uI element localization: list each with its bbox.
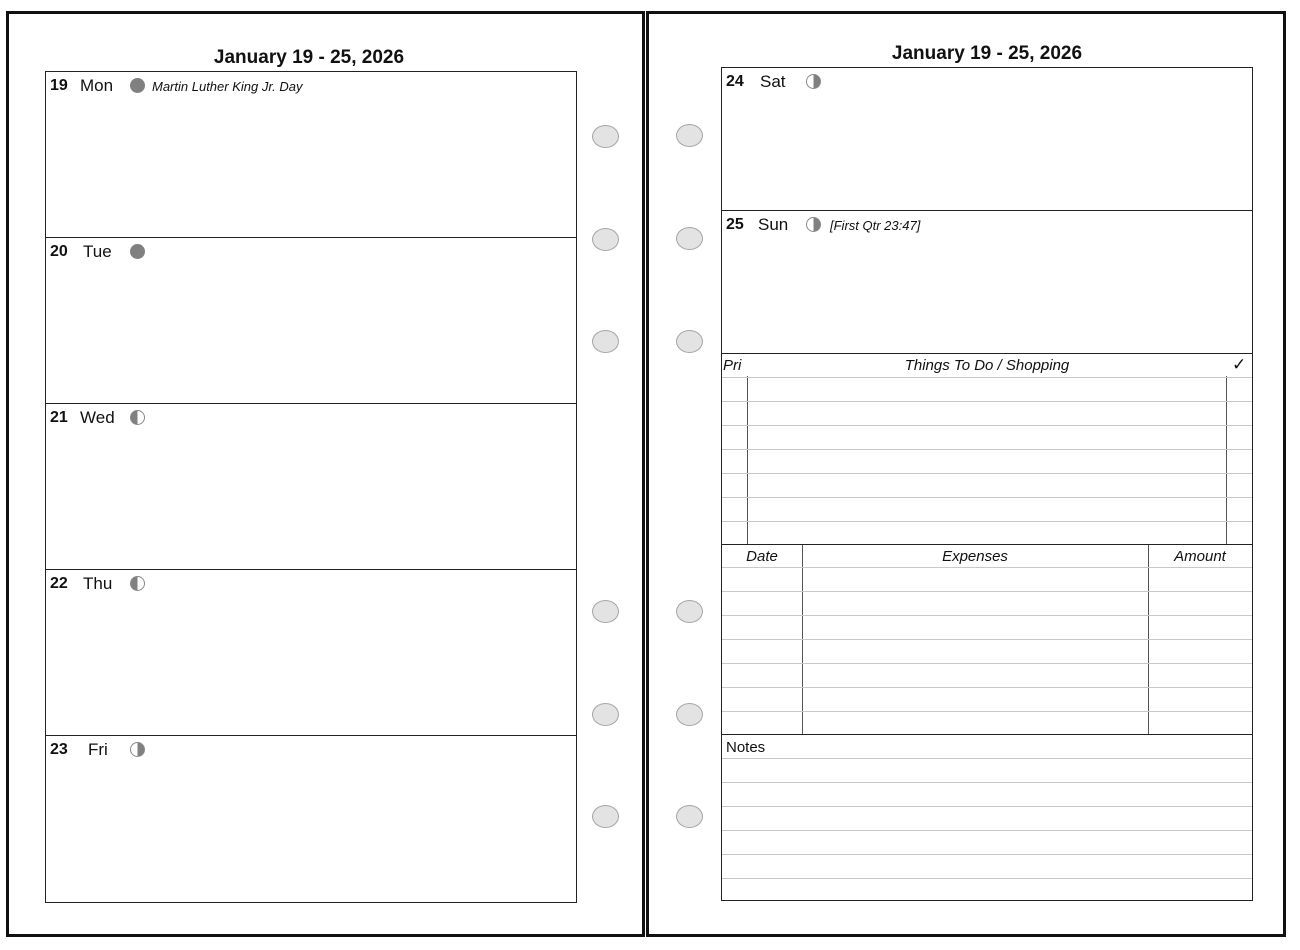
binder-hole bbox=[592, 228, 619, 251]
full-moon-icon bbox=[130, 78, 145, 93]
notes-line bbox=[722, 782, 1252, 783]
todo-line bbox=[722, 425, 1252, 426]
day-name: Tue bbox=[83, 242, 112, 261]
priority-column-label: Pri bbox=[723, 357, 742, 374]
binder-hole bbox=[676, 600, 703, 623]
day-number: 23 bbox=[50, 741, 68, 758]
expenses-column-label: Expenses bbox=[942, 548, 1008, 565]
amount-column-label: Amount bbox=[1174, 548, 1226, 565]
day-number: 24 bbox=[726, 73, 744, 90]
todo-section[interactable] bbox=[721, 353, 1253, 545]
date-column-label: Date bbox=[746, 548, 778, 565]
binder-hole bbox=[592, 805, 619, 828]
day-box-wed[interactable] bbox=[45, 403, 577, 570]
notes-line bbox=[722, 806, 1252, 807]
binder-hole bbox=[676, 330, 703, 353]
moon-phase-icon bbox=[130, 576, 145, 591]
day-name: Sat bbox=[760, 72, 786, 91]
day-name: Thu bbox=[83, 574, 113, 593]
binder-hole bbox=[676, 703, 703, 726]
expense-line bbox=[722, 567, 1252, 568]
holiday-note: Martin Luther King Jr. Day bbox=[152, 79, 303, 94]
week-title: January 19 - 25, 2026 bbox=[891, 43, 1083, 64]
day-name: Mon bbox=[80, 76, 114, 95]
moon-phase-icon bbox=[130, 742, 145, 757]
day-name: Fri bbox=[88, 740, 108, 759]
moon-phase-icon bbox=[130, 410, 145, 425]
todo-title: Things To Do / Shopping bbox=[904, 357, 1070, 374]
moon-phase-icon bbox=[806, 217, 821, 232]
binder-hole bbox=[592, 330, 619, 353]
day-box-sun[interactable] bbox=[721, 210, 1253, 354]
binder-hole bbox=[676, 805, 703, 828]
checkmark-icon: ✓ bbox=[1232, 355, 1247, 374]
day-name: Sun bbox=[758, 215, 789, 234]
day-box-mon[interactable] bbox=[45, 71, 577, 238]
expense-line bbox=[722, 615, 1252, 616]
week-title: January 19 - 25, 2026 bbox=[213, 47, 405, 68]
moon-phase-note: [First Qtr 23:47] bbox=[830, 218, 921, 233]
moon-phase-icon bbox=[806, 74, 821, 89]
right-planner-page bbox=[646, 11, 1286, 937]
notes-line bbox=[722, 854, 1252, 855]
expense-line bbox=[722, 711, 1252, 712]
binder-hole bbox=[592, 703, 619, 726]
notes-line bbox=[722, 878, 1252, 879]
day-number: 22 bbox=[50, 575, 68, 592]
notes-section[interactable] bbox=[721, 734, 1253, 901]
todo-line bbox=[722, 377, 1252, 378]
day-box-fri[interactable] bbox=[45, 735, 577, 903]
day-number: 19 bbox=[50, 77, 68, 94]
todo-line bbox=[722, 449, 1252, 450]
day-box-thu[interactable] bbox=[45, 569, 577, 736]
binder-hole bbox=[592, 600, 619, 623]
day-number: 20 bbox=[50, 243, 68, 260]
left-planner-page bbox=[6, 11, 645, 937]
binder-hole bbox=[676, 124, 703, 147]
expense-line bbox=[722, 591, 1252, 592]
todo-line bbox=[722, 497, 1252, 498]
day-number: 21 bbox=[50, 409, 68, 426]
expense-line bbox=[722, 687, 1252, 688]
notes-line bbox=[722, 758, 1252, 759]
day-number: 25 bbox=[726, 216, 744, 233]
expenses-section[interactable] bbox=[721, 544, 1253, 735]
notes-label: Notes bbox=[726, 739, 766, 756]
todo-line bbox=[722, 521, 1252, 522]
notes-line bbox=[722, 830, 1252, 831]
day-box-tue[interactable] bbox=[45, 237, 577, 404]
expense-line bbox=[722, 639, 1252, 640]
todo-line bbox=[722, 401, 1252, 402]
full-moon-icon bbox=[130, 244, 145, 259]
binder-hole bbox=[676, 227, 703, 250]
day-box-sat[interactable] bbox=[721, 67, 1253, 211]
day-name: Wed bbox=[80, 408, 115, 427]
todo-line bbox=[722, 473, 1252, 474]
expense-line bbox=[722, 663, 1252, 664]
binder-hole bbox=[592, 125, 619, 148]
